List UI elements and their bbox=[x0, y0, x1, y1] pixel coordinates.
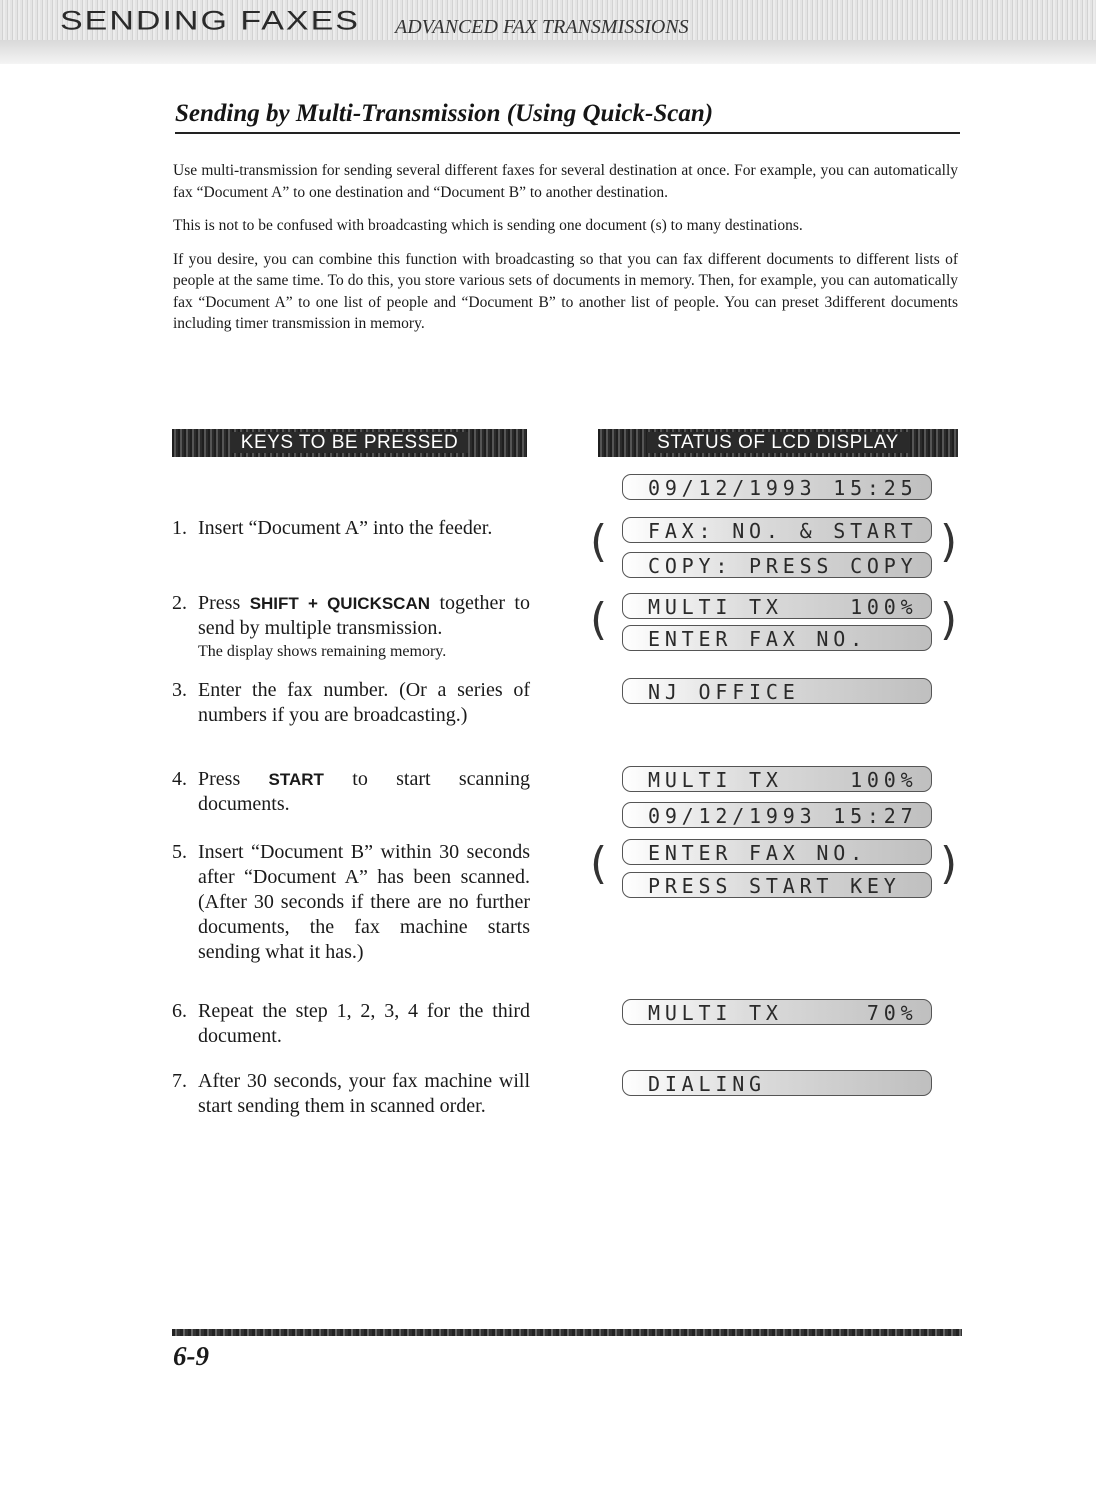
intro-paragraph: Use multi-transmission for sending several different faxes for several destination at once. For example, you can automatically fax “Document A” to one destination and “Document B” to another destination. bbox=[173, 162, 958, 201]
intro-text bbox=[173, 160, 958, 347]
alternating-left-bracket-icon: ( bbox=[590, 594, 608, 645]
step-2 bbox=[172, 591, 530, 662]
page-number: 6-9 bbox=[173, 1341, 209, 1371]
step-number: 4. bbox=[172, 768, 187, 790]
step-text: Press bbox=[198, 768, 269, 790]
step-text: Insert “Document A” into the feeder. bbox=[198, 517, 493, 539]
intro-paragraph: If you desire, you can combine this function with broadcasting so that you can fax different documents to different lists of people at the same time. To do this, you store various sets of documents in memory. Then, for example, you can automatically fax “Document A” to one list of people and “Document B” to another list of people. You can preset 3different documents including timer transmission in memory. bbox=[173, 250, 958, 332]
lcd-display: MULTI TX 70% bbox=[622, 999, 932, 1025]
step-5 bbox=[172, 840, 530, 965]
step-note: The display shows remaining memory. bbox=[198, 643, 447, 660]
step-text: Repeat the step 1, 2, 3, 4 for the third document. bbox=[198, 1000, 530, 1047]
lcd-column-header bbox=[598, 429, 958, 457]
alternating-right-bracket-icon: ) bbox=[940, 516, 958, 567]
step-body bbox=[198, 767, 530, 817]
step-text: together to send by multiple transmission. bbox=[198, 592, 530, 639]
step-text: Enter the fax number. (Or a series of numbers if you are broadcasting.) bbox=[198, 679, 530, 726]
step-number: 7. bbox=[172, 1070, 187, 1092]
keys-column-label: KEYS TO BE PRESSED bbox=[231, 432, 468, 453]
alternating-right-bracket-icon: ) bbox=[940, 838, 958, 889]
step-text: After 30 seconds, your fax machine will start sending them in scanned order. bbox=[198, 1070, 530, 1117]
section-name: SENDING FAXES bbox=[60, 6, 360, 36]
lcd-display: 09/12/1993 15:27 bbox=[622, 802, 932, 828]
step-number: 6. bbox=[172, 1000, 187, 1022]
step-number: 5. bbox=[172, 841, 187, 863]
lcd-display: ENTER FAX NO. bbox=[622, 839, 932, 865]
keys-column-header bbox=[172, 429, 527, 457]
intro-paragraph: This is not to be confused with broadcasting which is sending one document (s) to many destinations. bbox=[173, 217, 803, 234]
chapter-name: ADVANCED FAX TRANSMISSIONS bbox=[395, 16, 689, 38]
lcd-display: DIALING bbox=[622, 1070, 932, 1096]
alternating-left-bracket-icon: ( bbox=[590, 838, 608, 889]
key-name: SHIFT + QUICKSCAN bbox=[249, 594, 431, 613]
page-title: Sending by Multi-Transmission (Using Quick-Scan) bbox=[175, 100, 960, 134]
step-text: to start scanning documents. bbox=[198, 768, 530, 815]
lcd-display: MULTI TX 100% bbox=[622, 766, 932, 792]
step-7 bbox=[172, 1069, 530, 1119]
lcd-display: 09/12/1993 15:25 bbox=[622, 474, 932, 500]
step-6 bbox=[172, 999, 530, 1049]
step-number: 3. bbox=[172, 679, 187, 701]
step-number: 2. bbox=[172, 592, 187, 614]
lcd-display: PRESS START KEY bbox=[622, 872, 932, 898]
lcd-display: NJ OFFICE bbox=[622, 678, 932, 704]
step-1 bbox=[172, 516, 530, 541]
chapter-header-band bbox=[0, 0, 1096, 64]
step-body bbox=[198, 591, 530, 662]
step-text: Press bbox=[198, 592, 250, 614]
footer-rule bbox=[172, 1329, 962, 1336]
step-3 bbox=[172, 678, 530, 728]
lcd-display: ENTER FAX NO. bbox=[622, 625, 932, 651]
step-text: Insert “Document B” within 30 seconds after “Document A” has been scanned. (After 30 seconds if there are no further documents, the fax machine starts sending what it has.) bbox=[198, 841, 530, 963]
alternating-left-bracket-icon: ( bbox=[590, 516, 608, 567]
step-number: 1. bbox=[172, 517, 187, 539]
alternating-right-bracket-icon: ) bbox=[940, 594, 958, 645]
lcd-display: FAX: NO. & START bbox=[622, 517, 932, 543]
header-band-fade bbox=[0, 40, 1096, 64]
lcd-display: MULTI TX 100% bbox=[622, 593, 932, 619]
lcd-display: COPY: PRESS COPY bbox=[622, 552, 932, 578]
key-name: START bbox=[268, 770, 324, 789]
step-4 bbox=[172, 767, 530, 817]
lcd-column-label: STATUS OF LCD DISPLAY bbox=[647, 432, 909, 453]
